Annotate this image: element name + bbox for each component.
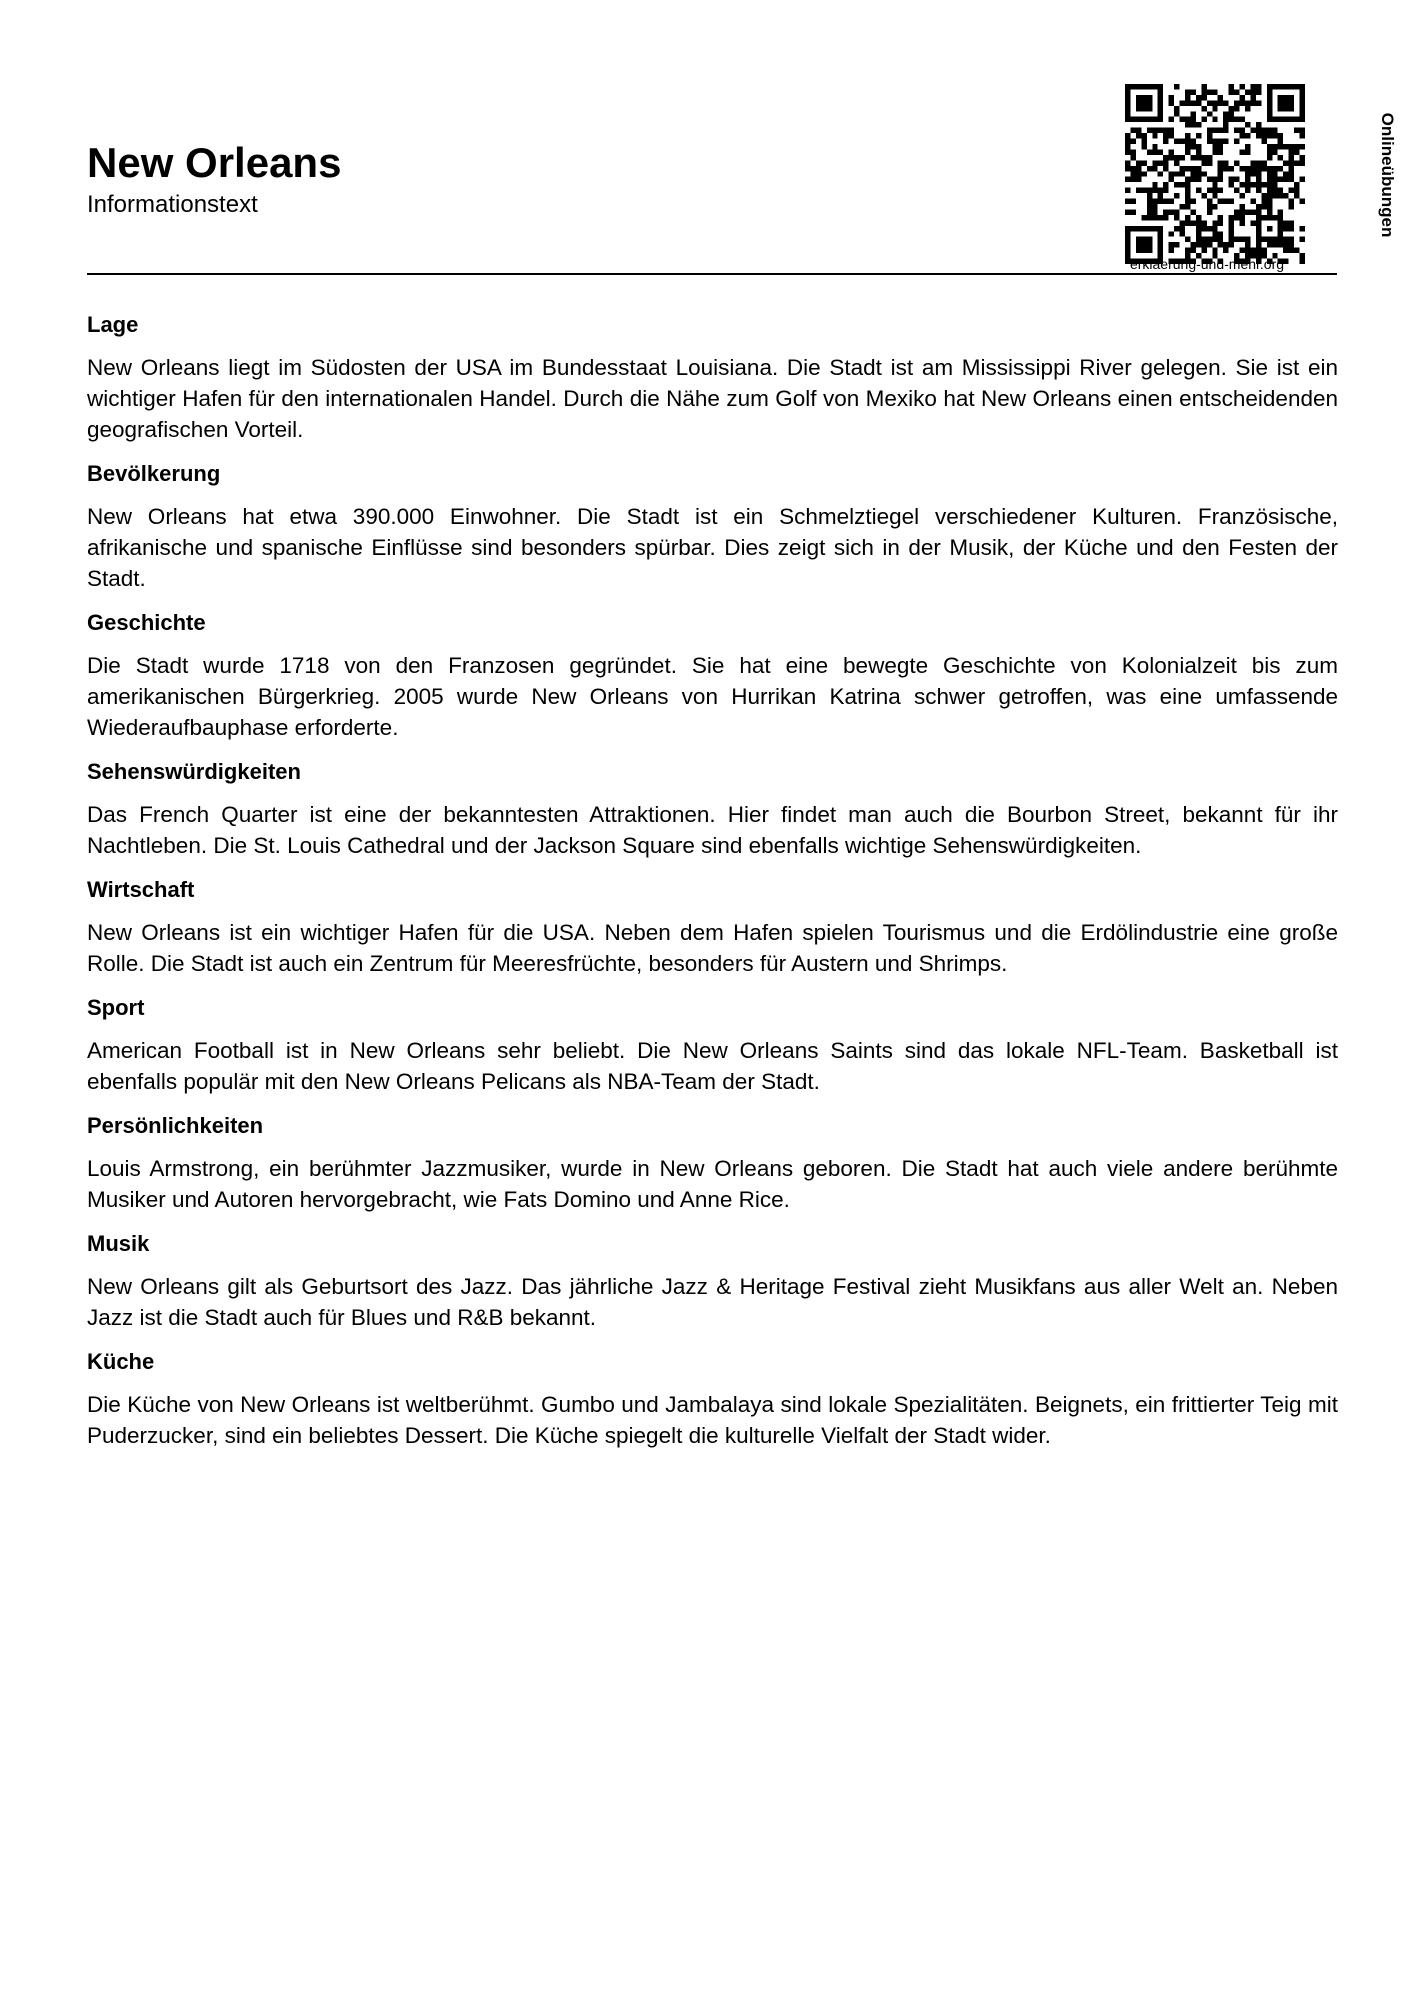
section-paragraph: Das French Quarter ist eine der bekanntesten Attraktionen. Hier findet man auch die Bourbon Street, bekannt für ihr Nachtleben. Die St. Louis Cathedral und der Jackson Square sind ebenfalls wichtige Sehenswürdigkeiten. bbox=[87, 802, 1338, 858]
section-sehenswuerdigkeiten bbox=[87, 757, 1338, 861]
section-kueche bbox=[87, 1347, 1338, 1451]
qr-code-icon[interactable] bbox=[1125, 84, 1305, 264]
info-text-content bbox=[87, 310, 1338, 1465]
qr-side-label: Onlineübungen bbox=[1378, 112, 1397, 238]
section-persoenlichkeiten bbox=[87, 1111, 1338, 1215]
section-heading: Geschichte bbox=[87, 610, 206, 635]
section-paragraph: American Football ist in New Orleans sehr beliebt. Die New Orleans Saints sind das lokale NFL-Team. Basketball ist ebenfalls populär mit den New Orleans Pelicans als NBA-Team der Stadt. bbox=[87, 1038, 1338, 1094]
section-paragraph: New Orleans gilt als Geburtsort des Jazz. Das jährliche Jazz & Heritage Festival zieht Musikfans aus aller Welt an. Neben Jazz ist die Stadt auch für Blues und R&B bekannt. bbox=[87, 1274, 1338, 1330]
section-musik bbox=[87, 1229, 1338, 1333]
section-paragraph: Die Küche von New Orleans ist weltberühmt. Gumbo und Jambalaya sind lokale Spezialitäten. Beignets, ein frittierter Teig mit Puderzucker, sind ein beliebtes Dessert. Die Küche spiegelt die kulturelle Vielfalt der Stadt wider. bbox=[87, 1392, 1338, 1448]
section-bevoelkerung bbox=[87, 459, 1338, 594]
section-heading: Küche bbox=[87, 1349, 155, 1374]
section-paragraph: Die Stadt wurde 1718 von den Franzosen gegründet. Sie hat eine bewegte Geschichte von Kolonialzeit bis zum amerikanischen Bürgerkrieg. 2005 wurde New Orleans von Hurrikan Katrina schwer getroffen, was eine umfassende Wiederaufbauphase erforderte. bbox=[87, 653, 1338, 740]
page-title: New Orleans bbox=[87, 139, 342, 186]
section-heading: Wirtschaft bbox=[87, 877, 195, 902]
section-geschichte bbox=[87, 608, 1338, 743]
section-heading: Bevölkerung bbox=[87, 461, 221, 486]
section-paragraph: New Orleans hat etwa 390.000 Einwohner. Die Stadt ist ein Schmelztiegel verschiedener Kulturen. Französische, afrikanische und spanische Einflüsse sind besonders spürbar. Dies zeigt sich in der Musik, der Küche und den Festen der Stadt. bbox=[87, 504, 1338, 591]
qr-code-graphic bbox=[1125, 84, 1305, 264]
section-heading: Lage bbox=[87, 312, 139, 337]
section-heading: Sport bbox=[87, 995, 145, 1020]
section-heading: Musik bbox=[87, 1231, 150, 1256]
header-divider bbox=[87, 273, 1337, 275]
page-header bbox=[87, 0, 1397, 275]
section-sport bbox=[87, 993, 1338, 1097]
section-heading: Persönlichkeiten bbox=[87, 1113, 264, 1138]
qr-caption-url[interactable]: erklaerung-und-mehr.org bbox=[1129, 256, 1285, 272]
section-heading: Sehenswürdigkeiten bbox=[87, 759, 301, 784]
section-wirtschaft bbox=[87, 875, 1338, 979]
section-paragraph: Louis Armstrong, ein berühmter Jazzmusiker, wurde in New Orleans geboren. Die Stadt hat auch viele andere berühmte Musiker und Autoren hervorgebracht, wie Fats Domino und Anne Rice. bbox=[87, 1156, 1338, 1212]
section-paragraph: New Orleans ist ein wichtiger Hafen für die USA. Neben dem Hafen spielen Tourismus und die Erdölindustrie eine große Rolle. Die Stadt ist auch ein Zentrum für Meeresfrüchte, besonders für Austern und Shrimps. bbox=[87, 920, 1338, 976]
page-subtitle: Informationstext bbox=[87, 191, 258, 218]
section-lage bbox=[87, 310, 1338, 445]
section-paragraph: New Orleans liegt im Südosten der USA im Bundesstaat Louisiana. Die Stadt ist am Mississippi River gelegen. Sie ist ein wichtiger Hafen für den internationalen Handel. Durch die Nähe zum Golf von Mexiko hat New Orleans einen entscheidenden geografischen Vorteil. bbox=[87, 355, 1338, 442]
